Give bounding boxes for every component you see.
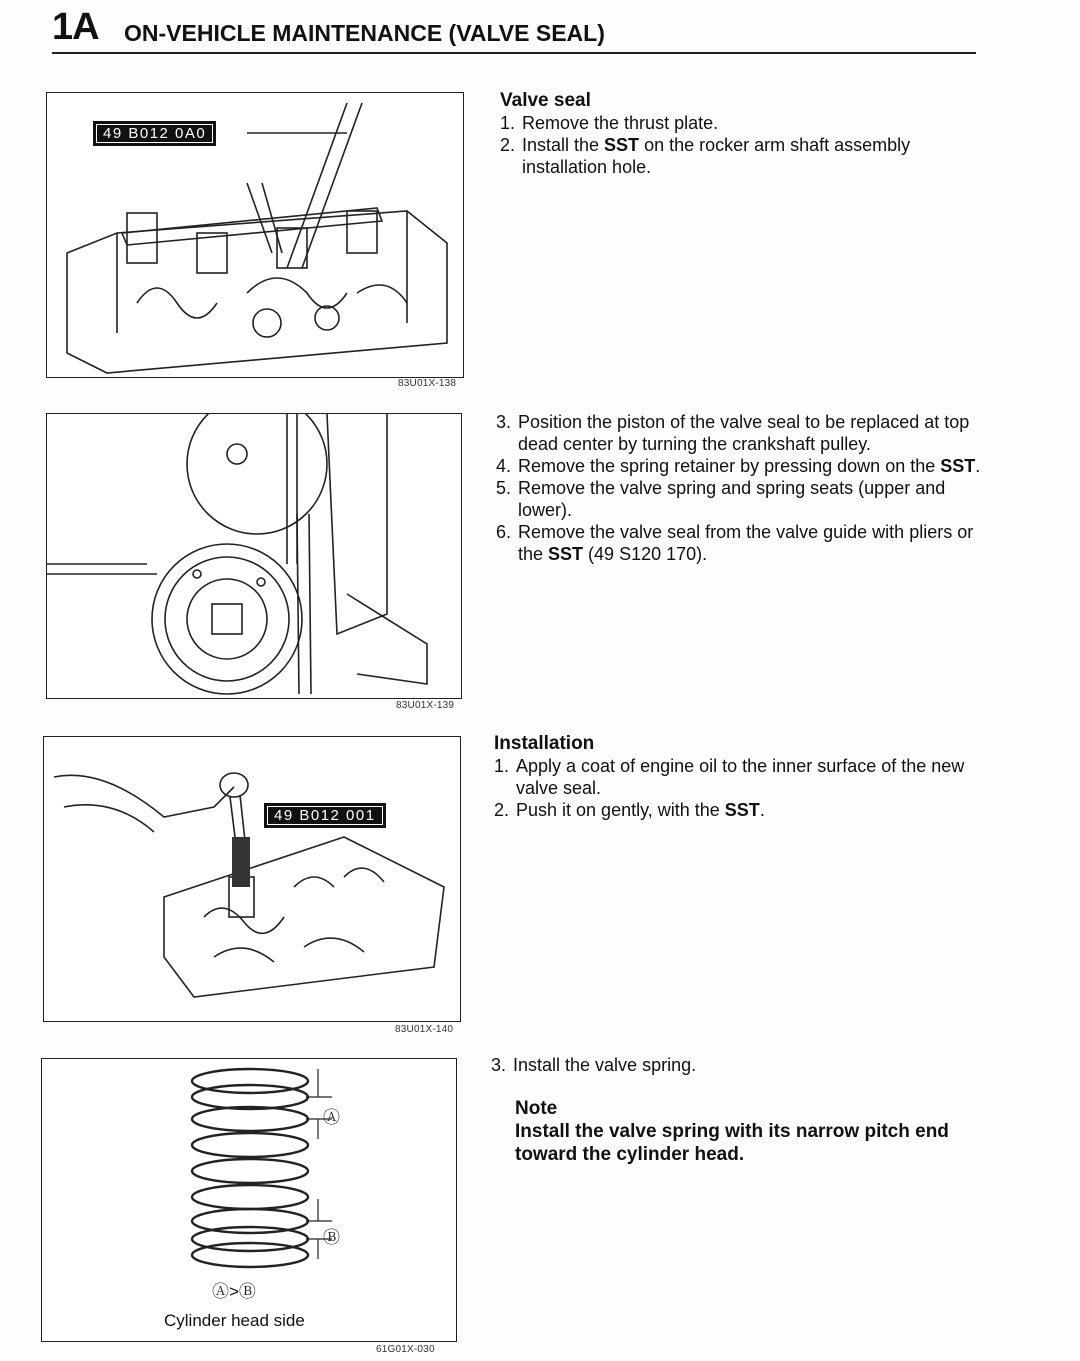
page-title: ON-VEHICLE MAINTENANCE (VALVE SEAL) bbox=[124, 20, 605, 46]
installation-steps-continued bbox=[491, 1054, 977, 1076]
figure-sst-valve-seal-installer bbox=[43, 736, 461, 1022]
installation-section bbox=[494, 733, 980, 821]
step-item: 2. Push it on gently, with the SST. bbox=[494, 800, 765, 820]
valve-seal-section bbox=[500, 90, 980, 178]
step-item: 5. Remove the valve spring and spring seats (upper and lower). bbox=[496, 478, 946, 520]
step-item: 3. Install the valve spring. bbox=[491, 1055, 697, 1075]
valve-seal-steps-continued bbox=[496, 411, 982, 565]
section-heading: Installation bbox=[494, 733, 595, 754]
step-item: 2. Install the SST on the rocker arm shaft assembly installation hole. bbox=[500, 135, 911, 177]
dimension-a-marker: Ⓐ bbox=[323, 1108, 340, 1127]
section-heading: Valve seal bbox=[500, 90, 591, 111]
dimension-b-marker: Ⓑ bbox=[323, 1228, 340, 1247]
figure-valve-spring bbox=[41, 1058, 457, 1342]
section-number: 1A bbox=[52, 6, 99, 48]
figure-2-illustration bbox=[47, 414, 461, 698]
step-item: 3. Position the piston of the valve seal to be replaced at top dead center by turning the crankshaft pulley. bbox=[496, 412, 970, 454]
note-heading: Note bbox=[515, 1098, 558, 1119]
figure-crankshaft-pulley bbox=[46, 413, 462, 699]
header-rule bbox=[52, 52, 976, 54]
note-block bbox=[515, 1098, 975, 1166]
page-header bbox=[52, 6, 976, 54]
figure-3-illustration bbox=[44, 737, 460, 1021]
step-item: 6. Remove the valve seal from the valve guide with pliers or the SST (49 S120 170). bbox=[496, 522, 974, 564]
figure-caption: Cylinder head side bbox=[164, 1311, 305, 1330]
figure-code: 83U01X-138 bbox=[398, 378, 457, 389]
note-text: Install the valve spring with its narrow pitch end toward the cylinder head. bbox=[515, 1121, 949, 1165]
step-item: 1. Remove the thrust plate. bbox=[500, 113, 719, 133]
pitch-ratio: Ⓐ>Ⓑ bbox=[212, 1282, 256, 1301]
figure-code: 83U01X-140 bbox=[395, 1024, 454, 1035]
sst-label: 49 B012 001 bbox=[264, 803, 386, 828]
figure-code: 83U01X-139 bbox=[396, 700, 455, 711]
figure-code: 61G01X-030 bbox=[376, 1344, 435, 1355]
step-item: 1. Apply a coat of engine oil to the inner surface of the new valve seal. bbox=[494, 756, 965, 798]
step-item: 4. Remove the spring retainer by pressing down on the SST. bbox=[496, 456, 981, 476]
figure-sst-rocker-shaft bbox=[46, 92, 464, 378]
sst-label: 49 B012 0A0 bbox=[93, 121, 216, 146]
